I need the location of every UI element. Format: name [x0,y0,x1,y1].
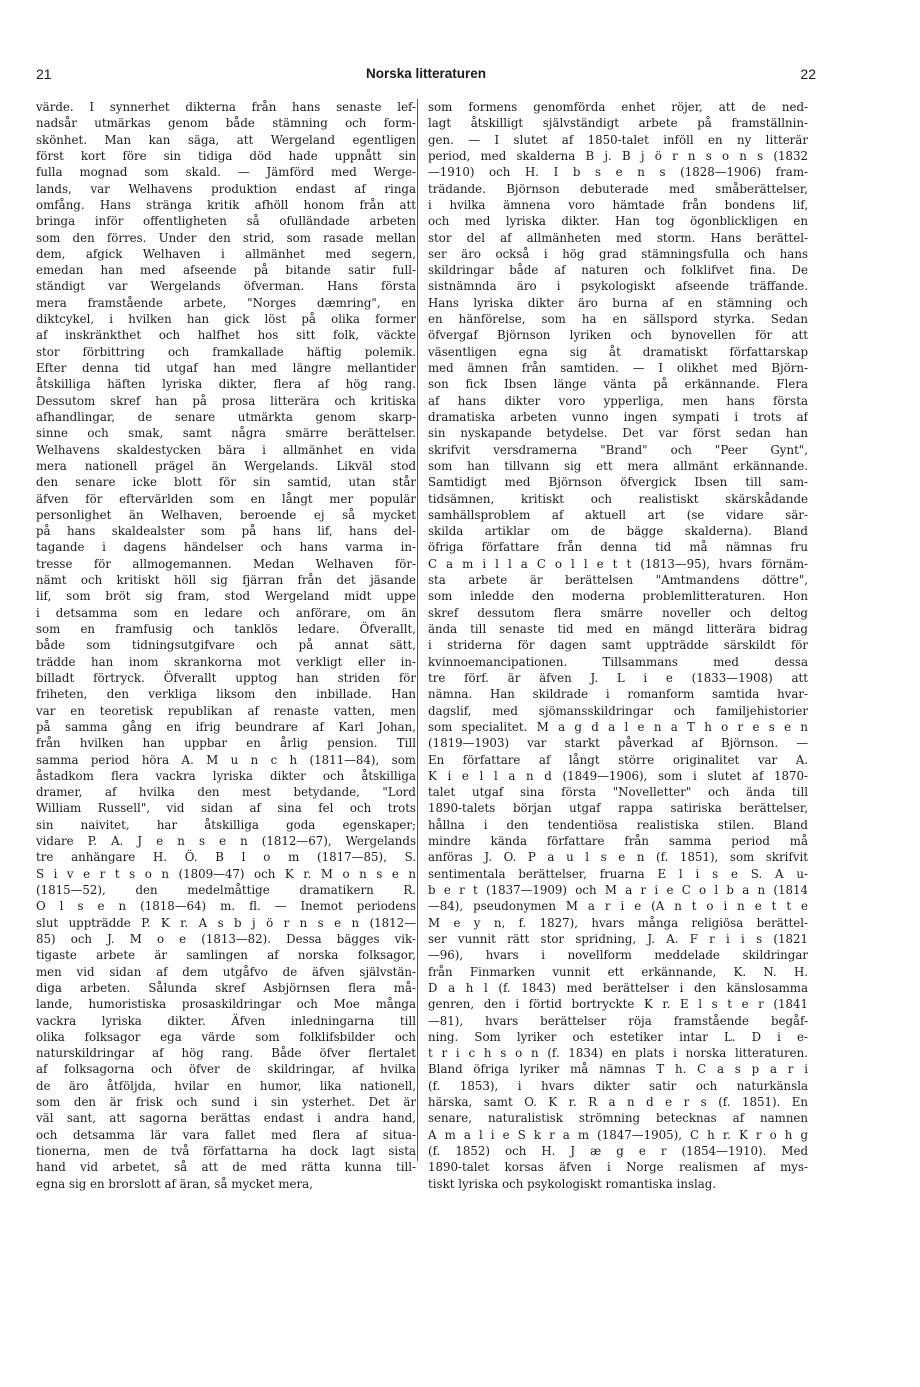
text-line: sistnämnda äro i psykologiskt afseende träffande. [428,279,808,294]
text-line: skilda artiklar om de bägge skalderna). Bland [428,524,808,539]
text-line: En författare af långt större originalitet var A. [428,752,808,767]
text-line: kvinnoemancipationen. Tillsammans med dessa [428,654,808,669]
text-line: Bland öfriga lyriker må nämnas T h. C a s p a r i [428,1062,808,1077]
text-line: ända till senaste tid med en mängd litterära bidrag [428,622,808,636]
text-line: Hans lyriska dikter äro burna af en stämning och [428,295,808,310]
text-line: lagt åtskilligt självständigt arbete på framställnin- [428,116,808,131]
right-page-number: 22 [800,66,816,82]
text-line: gen. — I slutet af 1850-talet inföll en ny litterär [428,132,808,147]
text-line: skildringar både af naturen och folklifvet fina. De [428,263,808,278]
text-line: —96), hvars i novellform meddelade skildringar [428,948,808,963]
text-line: (f. 1853), i hvars dikter satir och naturkänsla [428,1078,808,1093]
text-line: William Russell", vid sidan af sina fel och trots [36,801,416,816]
text-line: vidare P. A. J e n s e n (1812—67), Wergelands [36,834,416,849]
text-line: tresse för allmogemannen. Medan Welhaven för- [36,556,416,571]
text-line: naturskildringar af hög rang. Både öfver flertalet [36,1046,416,1061]
text-line: friheten, den verkliga liksom den inbillade. Han [36,687,416,702]
column-divider [417,99,418,1161]
text-line: genren, den i förtid bortryckte K r. E l s t e r (1841 [428,997,808,1012]
text-line: härska, samt O. K r. R a n d e r s (f. 1851). En [428,1095,808,1110]
text-line: från hvilken han uppbar en årlig pension. Till [36,736,416,751]
text-line: fulla mognad som skald. — Jämförd med Werge- [36,165,416,180]
text-line: emedan han med afseende på bitande satir full- [36,263,416,278]
text-line: tre anhängare H. Ö. B l o m (1817—85), S. [36,850,416,865]
text-line: i striderna för dagen samt uppträdde särskildt för [428,638,808,653]
text-line: Efter denna tid utgaf han med längre mellantider [36,361,416,375]
text-line: men vid sidan af dem utgåfvo de äfven självstän- [36,964,416,979]
text-line: af hans dikter voro ypperliga, men hans första [428,393,808,408]
text-line: från Finmarken vunnit ett erkännande, K. N. H. [428,964,808,979]
text-line: sentimentala berättelser, fruarna E l i s e S. A u- [428,866,808,881]
text-line: mera nationell prägel än Wergelands. Likväl stod [36,458,416,473]
text-line: mera framstående arbete, "Norges dæmring", en [36,295,416,310]
text-line: t r i c h s o n (f. 1834) en plats i norska litteraturen. [428,1046,808,1061]
text-line: skönhet. Man kan säga, att Wergeland egentligen [36,132,416,147]
text-line: som inledde den moderna problemlitteraturen. Hon [428,589,808,604]
text-line: S i v e r t s o n (1809—47) och K r. M o n s e n [36,866,416,881]
text-line: O l s e n (1818—64) m. fl. — Inemot periodens [36,899,416,914]
text-line: dramatiska arbeten vunno ingen sympati i trots af [428,409,808,424]
text-line: i hvilka ämnena voro hämtade från bondens lif, [428,197,808,212]
text-line: som den är frisk och sund i sin ysterhet. Det är [36,1095,416,1110]
text-line: och detsamma lär vara fallet med flera af situa- [36,1127,416,1142]
text-line: åstadkom flera vackra lyriska dikter och åtskilliga [36,768,416,783]
text-line: (f. 1852) och H. J æ g e r (1854—1910). Med [428,1144,808,1158]
text-line: dem, afgick Welhaven i allmänhet med segern, [36,246,416,261]
text-line: A m a l i e S k r a m (1847—1905), C h r. K r o h g [428,1127,808,1142]
text-line: bringa inför offentligheten så ofulländade arbeten [36,214,416,229]
text-line: 1890-talets början utgaf rappa satiriska berättelser, [428,801,808,816]
text-line: stor del af allmänheten med storm. Hans berättel- [428,230,808,245]
running-title: Norska litteraturen [365,66,487,81]
text-line: trädande. Björnson debuterade med småberättelser, [428,181,808,196]
text-line: dramer, af hvilka den mest betydande, "Lord [36,785,416,800]
right-text-column [428,99,808,1192]
text-line: skrifvit versdramerna "Brand" och "Peer Gynt", [428,442,808,457]
text-line: åtskilliga häften lyriska dikter, flera af hög rang. [36,377,416,392]
text-line: K i e l l a n d (1849—1906), som i slutet af 1870- [428,768,808,783]
text-line: trädde han inom skrankorna mot verkligt eller in- [36,654,416,669]
left-text-column [36,99,416,1192]
text-line: tiskt lyriska och psykologiskt romantiska inslag. [428,1176,717,1191]
text-line: väsentligen egna sig åt dramatiskt författarskap [428,344,808,359]
text-line: ning. Som lyriker och estetiker intar L. D i e- [428,1029,808,1044]
text-line: tidsämnen, kritiskt och realistiskt skärskådande [428,491,808,506]
text-line: son fick Ibsen länge vänta på erkännande. Flera [428,377,808,392]
text-line: period, med skalderna B j. B j ö r n s o n s (1832 [428,148,808,163]
text-line: af inskränkthet och halfhet hos sitt folk, väckte [36,328,416,343]
text-line: öfvergaf Björnson lyriken och bynovellen för att [428,328,808,343]
text-line: sinne och smak, samt några smärre berättelser. [36,426,416,441]
text-line: b e r t (1837—1909) och M a r i e C o l b a n (1814 [428,883,808,897]
text-line: senare, naturalistisk strömning betecknas af namnen [428,1111,808,1126]
page-header [36,66,816,84]
text-line: M e y n, f. 1827), hvars många religiösa berättel- [428,915,808,930]
text-line: diga arbeten. Sålunda skref Asbjörnsen flera må- [36,980,416,995]
text-line: som den förres. Under den strid, som rasade mellan [36,230,416,245]
text-line: som specialitet. M a g d a l e n a T h o r e s e n [428,719,808,734]
text-line: —81), hvars berättelser röja framstående begåf- [428,1013,808,1028]
text-line: skref dessutom flera smärre noveller och deltog [428,605,808,620]
text-line: Dessutom skref han på prosa litterära och kritiska [36,393,416,408]
left-page-number: 21 [36,66,52,82]
text-line: sta arbete är berättelsen "Amtmandens döttre", [428,573,808,588]
text-line: afhandlingar, de senare utmärkta genom skarp- [36,409,416,424]
text-line: först kort före sin tidiga död hade uppnått sin [36,148,416,163]
text-line: nämna. Han skildrade i romanform samtida hvar- [428,687,808,702]
text-line: sin naivitet, har åtskilliga goda egenskaper; [36,817,416,832]
text-line: på hans skaldealster som på hans lif, hans del- [36,524,416,539]
text-line: den senare icke blott för sin samtid, utan står [36,475,416,490]
text-line: —84), pseudonymen M a r i e (A n t o i n e t t e [428,899,808,914]
text-line: lif, som bröt sig fram, stod Wergeland midt uppe [36,589,416,604]
text-line: tre förf. är äfven J. L i e (1833—1908) att [428,670,808,685]
text-line: diktcykel, i hvilken han gick löst på olika former [36,312,416,327]
text-line: D a h l (f. 1843) med berättelser i den känslosamma [428,980,808,995]
text-line: Welhavens skaldestycken bära i allmänhet en vida [36,442,416,457]
text-line: ständigt var Wergelands öfverman. Hans första [36,279,416,294]
text-line: (1815—52), den medelmåttige dramatikern R. [36,883,416,897]
text-line: ser äro också i hög grad stämningsfulla och hans [428,246,808,261]
text-line: olika folksagor ega värde som folklifsbilder och [36,1029,416,1044]
text-line: och med lyriska dikter. Han tog ögonblickligen en [428,214,808,229]
text-line: i detsamma som en ledare och anförare, om än [36,605,416,620]
text-line: vackra lyriska dikter. Äfven inledningarna till [36,1013,416,1028]
text-line: C a m i l l a C o l l e t t (1813—95), hvars förnäm- [428,556,808,571]
text-line: öfriga författare från denna tid må nämnas fru [428,540,808,555]
text-line: tigaste arbete är samlingen af norska folksagor, [36,948,416,963]
text-line: stor förbittring och framkallade häftig polemik. [36,344,416,359]
text-line: som han tillvann sig ett mera allmänt erkännande. [428,458,808,473]
text-line: värde. I synnerhet dikterna från hans senaste lef- [36,100,416,114]
text-line: de äro åtföljda, hvilar en humor, lika nationell, [36,1078,416,1093]
text-line: sin nyskapande betydelse. Det var först sedan han [428,426,808,441]
text-line: egna sig en brorslott af äran, så mycket mera, [36,1176,313,1191]
text-line: billadt förtryck. Öfverallt upptog han striden för [36,670,416,685]
text-line: dagslif, med sjömansskildringar och familjehistorier [428,703,808,718]
text-line: med ämnen från samtiden. — I olikhet med Björn- [428,361,808,375]
text-line: samma period höra A. M u n c h (1811—84), som [36,752,416,767]
text-line: nadsår utmärkas genom både stämning och form- [36,116,416,131]
text-line: som en framfusig och tanklös ledare. Öfverallt, [36,622,416,636]
text-line: var en teoretisk republikan af renaste vatten, men [36,703,416,718]
text-line: nämt och kritiskt höll sig fjärran från det jäsande [36,573,416,588]
text-line: lands, var Welhavens produktion endast af ringa [36,181,416,196]
text-line: af folksagorna och öfver de skildringar, af hvilka [36,1062,416,1077]
text-line: hållna i den tendentiösa realistiska stilen. Bland [428,817,808,832]
text-line: en hänförelse, som ha en sällspord styrka. Sedan [428,312,808,327]
text-line: som formens genomförda enhet röjer, att de ned- [428,100,808,114]
text-line: tagande i dagens händelser och hans varma in- [36,540,416,555]
text-line: både som tidningsutgifvare och på annat sätt, [36,638,416,653]
text-line: slut uppträdde P. K r. A s b j ö r n s e n (1812— [36,915,416,930]
text-line: 85) och J. M o e (1813—82). Dessa bägges vik- [36,931,416,946]
text-line: (1819—1903) var starkt påverkad af Björnson. — [428,736,808,751]
text-line: 1890-talet korsas äfven i Norge realismen af mys- [428,1160,808,1175]
text-line: äfven för eftervärlden som en långt mer populär [36,491,416,506]
text-line: talet utgaf sina första "Novelletter" och ända till [428,785,808,800]
text-line: Samtidigt med Björnson öfvergick Ibsen till sam- [428,475,808,490]
text-line: personlighet än Welhaven, beroende ej så mycket [36,507,416,522]
text-line: samhällsproblem af aktuell art (se vidare sär- [428,507,808,522]
text-line: på samma gång en ifrig beundrare af Karl Johan, [36,719,416,734]
text-line: tionerna, men de två författarna ha dock lagt sista [36,1144,416,1158]
text-line: omfång. Hans stränga kritik afhöll honom från att [36,197,416,212]
text-line: mindre kända författare från samma period må [428,834,808,849]
text-line: lande, humoristiska prosaskildringar och Moe många [36,997,416,1012]
text-line: ser vunnit rätt stor spridning, J. A. F r i i s (1821 [428,931,808,946]
text-line: väl sant, att sagorna berättas endast i andra hand, [36,1111,416,1126]
text-line: anföras J. O. P a u l s e n (f. 1851), som skrifvit [428,850,808,865]
text-line: —1910) och H. I b s e n s (1828—1906) fram- [428,165,808,180]
text-line: hand vid arbetet, så att de med rätta kunna till- [36,1160,416,1175]
